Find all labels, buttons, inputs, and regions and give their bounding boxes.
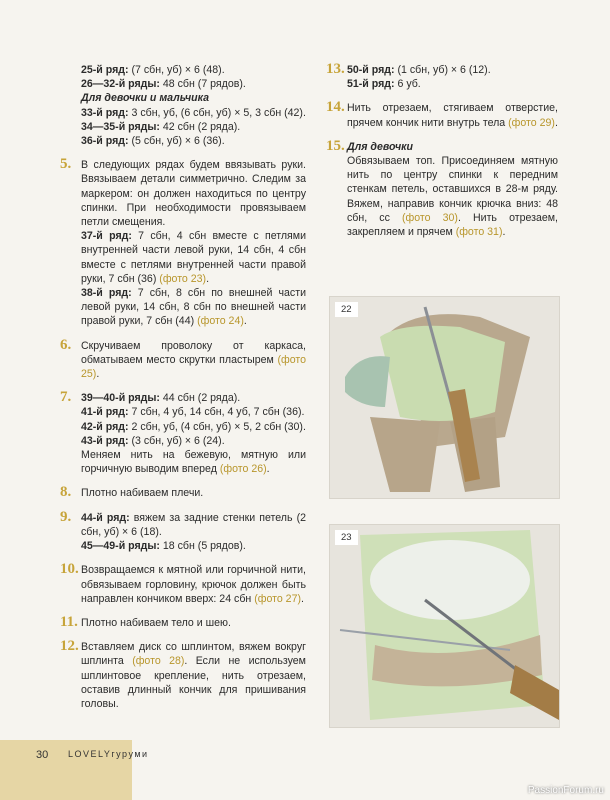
row-51: 51-й ряд: 6 уб. [347,78,421,91]
photo-ref: (фото 31) [455,226,503,239]
photo-label: 22 [335,302,358,317]
step-5 [60,158,306,328]
step-6: 6. Скручиваем проволоку от каркаса, обматываем место скрутки пластырем (фото 25). [60,336,306,381]
row-50: 50-й ряд: (1 сбн, уб) × 6 (12). [347,64,491,76]
step-number: 11. [60,613,78,630]
row-43: 43-й ряд: (3 сбн, уб) × 6 (24). [81,434,225,447]
right-column [326,63,558,249]
row-25: 25-й ряд: (7 сбн, уб) × 6 (48). [81,64,225,76]
photo-ref: (фото 28) [132,655,185,668]
step-number: 15. [326,137,345,154]
step-number: 8. [60,484,72,501]
step-7 [60,391,306,476]
row-41: 41-й ряд: 7 сбн, 4 уб, 14 сбн, 4 уб, 7 сбн (36). [81,406,305,419]
step-number: 13. [326,61,345,77]
step-number: 9. [60,508,72,525]
row-42: 42-й ряд: 2 сбн, уб, (4 сбн, уб) × 5, 2 сбн (30). [81,420,306,433]
row-34-35: 34—35-й ряды: 42 сбн (2 ряда). [81,120,241,133]
row-45-49: 45—49-й ряды: 18 сбн (5 рядов). [81,540,246,553]
photo-ref: (фото 26) [219,463,267,476]
photo-ref: (фото 23) [159,272,207,285]
step-number: 5. [60,156,72,173]
row-36: 36-й ряд: (5 сбн, уб) × 6 (36). [81,135,225,148]
left-column [60,63,306,721]
photo-ref: (фото 25) [81,353,306,381]
step-15: 15. Для девочки Обвязываем топ. Присоединяем мятную нить по центру спинки к передним стенкам петель, оставшихся в 28-м ряду. Вяжем, направив кончик крючка вниз: 48 сбн, сс (фото 30). Нить отрезаем, закрепляем и прячем (фото 31). [326,137,558,239]
step-number: 12. [60,638,79,655]
photo-ref: (фото 29) [508,116,555,129]
magazine-brand: LOVELYгуруми [68,749,149,759]
row-33: 33-й ряд: 3 сбн, уб, (6 сбн, уб) × 5, 3 сбн (42). [81,106,306,119]
row-37: 37-й ряд: 7 сбн, 4 сбн вместе с петлями внутренней части левой руки, 14 сбн, 4 сбн вместе с петлями внутренней части правой руки, 7 сбн (36) (фото 23). [81,230,306,285]
crochet-body-photo [330,297,559,498]
watermark: PassionForum.ru [527,785,604,796]
photo-ref: (фото 27) [254,592,301,605]
step-14: 14. Нить отрезаем, стягиваем отверстие, прячем кончик нити внутрь тела (фото 29). [326,99,558,129]
step-number: 6. [60,336,72,353]
step-4-rows [60,63,306,148]
row-44: 44-й ряд: вяжем за задние стенки петель (2 сбн, уб) × 6 (18). [81,511,306,538]
step-9 [60,508,306,554]
photo-22 [329,296,560,499]
step-7-note: Меняем нить на бежевую, мятную или горчичную выводим вперед (фото 26). [81,449,306,476]
crochet-neck-photo [330,525,559,727]
step-number: 10. [60,561,79,578]
page-number: 30 [36,749,49,761]
step-11: 11. Плотно набиваем тело и шею. [60,613,231,630]
header-girl-boy: Для девочки и мальчика [81,92,210,105]
photo-ref: (фото 24) [197,315,244,328]
row-26-32: 26—32-й ряды: 48 сбн (7 рядов). [81,78,246,91]
step-number: 14. [326,99,345,116]
step-13 [326,63,558,91]
photo-23 [329,524,560,728]
step-number: 7. [60,389,72,406]
header-girl: Для девочки [347,140,413,153]
step-8: 8. Плотно набиваем плечи. [60,484,204,501]
row-39-40: 39—40-й ряды: 44 сбн (2 ряда). [81,392,241,405]
step-12: 12. Вставляем диск со шплинтом, вяжем вокруг шплинта (фото 28). Если не используем шплинтовое крепление, нить отрезаем, оставив длинный кончик для пришивания головы. [60,638,306,710]
row-38: 38-й ряд: 7 сбн, 8 сбн по внешней части левой руки, 14 сбн, 8 сбн по внешней части правой руки, 7 сбн (44) (фото 24). [81,287,306,328]
step-5-intro: В следующих рядах будем ввязывать руки. Ввязываем детали симметрично. Следим за маркером: он должен находиться по центру спинки. При необходимости провязываем петли смещения. [81,159,306,229]
photo-ref: (фото 30) [401,211,458,224]
photo-label: 23 [335,530,358,545]
step-10: 10. Возвращаемся к мятной или горчичной нити, обвязываем горловину, крючок должен быть направлен кончиком вверх: 24 сбн (фото 27). [60,561,306,605]
